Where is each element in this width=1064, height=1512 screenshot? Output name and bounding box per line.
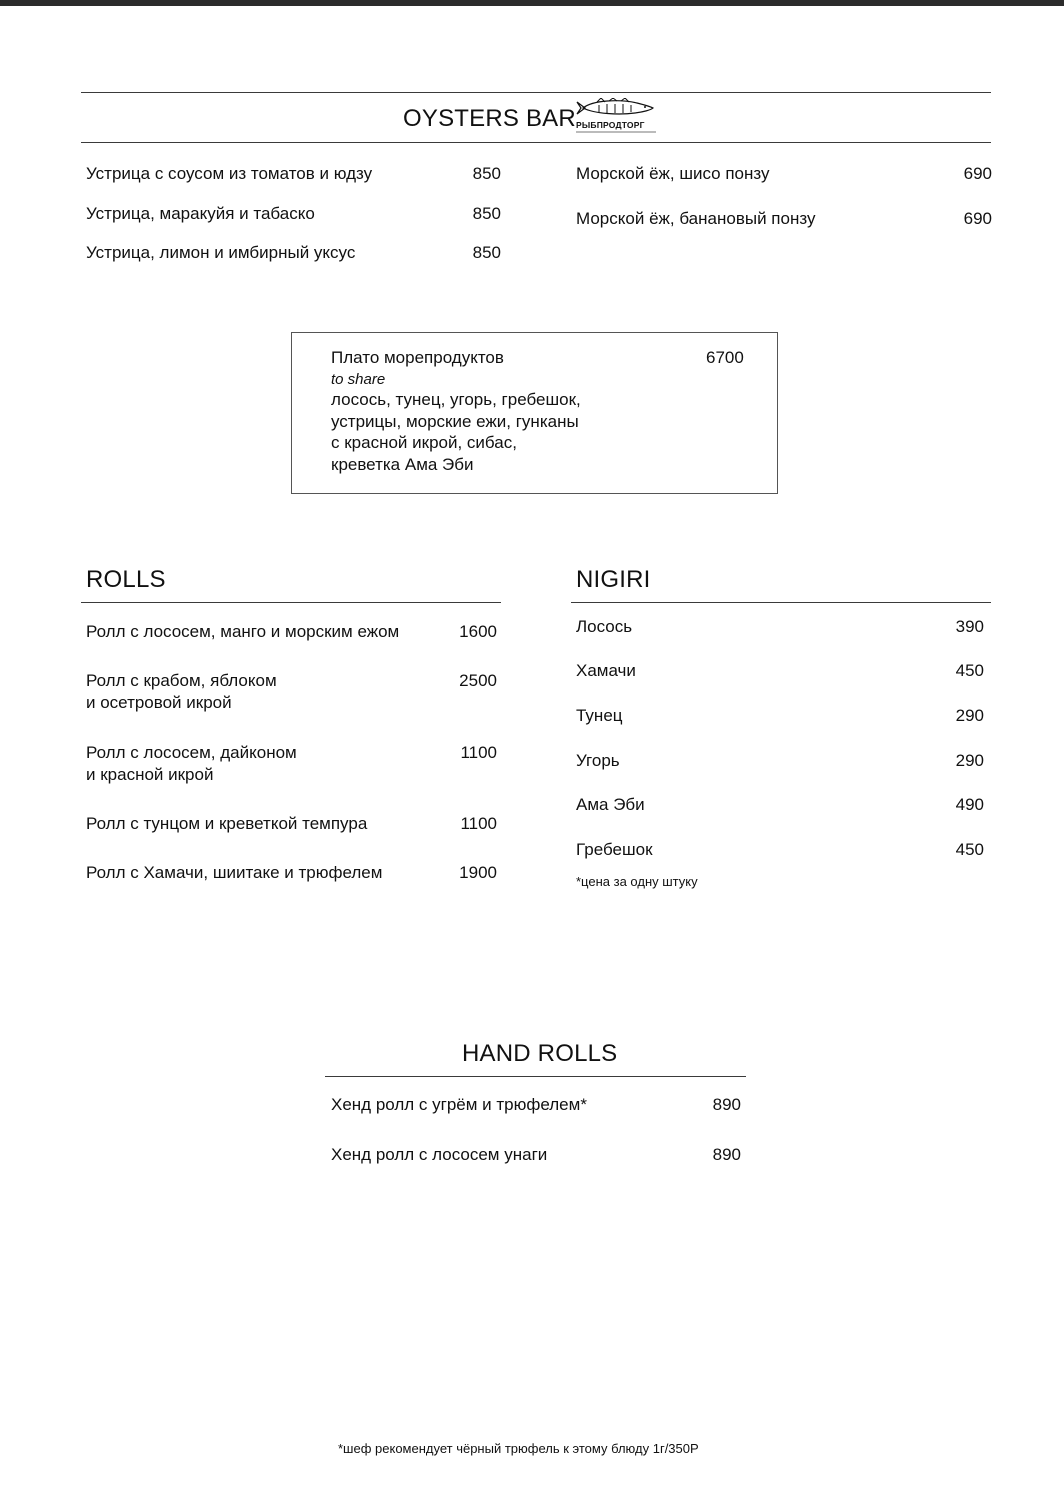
fish-icon [575,98,655,118]
footer-note: *шеф рекомендует чёрный трюфель к этому блюду 1г/350Р [338,1441,699,1456]
platter-price: 6700 [706,348,744,367]
item-name: Устрица, лимон и имбирный уксус [86,243,356,262]
item-name: Морской ёж, банановый понзу [576,209,816,228]
item-name: Устрица с соусом из томатов и юдзу [86,164,373,183]
oysters-top-rule [81,92,991,93]
oysters-title: OYSTERS BAR [403,105,576,132]
rybprodtorg-logo [575,98,665,138]
item-price: 890 [712,1145,741,1164]
item-name: Ролл с крабом, яблоком и осетровой икрой [86,671,277,712]
item-name: Ролл с лососем, манго и морским ежом [86,622,400,641]
item-name: Устрица, маракуйя и табаско [86,204,315,223]
item-price: 290 [955,706,984,725]
item-price: 1100 [460,814,497,833]
hand-rolls-rule [325,1076,746,1077]
oysters-bottom-rule [81,142,991,143]
platter-subtitle: to share [331,371,386,388]
item-name: Хенд ролл с лососем унаги [331,1145,548,1164]
rolls-rule [81,602,501,603]
item-price: 490 [955,795,984,814]
item-name: Хамачи [576,661,636,680]
seafood-platter-box [291,332,778,494]
hand-rolls-title: HAND ROLLS [462,1040,618,1067]
top-bar [0,0,1064,6]
item-price: 850 [472,164,501,183]
platter-name: Плато морепродуктов [331,348,504,367]
item-price: 890 [712,1095,741,1114]
nigiri-title: NIGIRI [576,566,651,593]
nigiri-rule [571,602,991,603]
item-name: Ролл с Хамачи, шиитаке и трюфелем [86,863,383,882]
item-price: 1600 [459,622,497,641]
item-price: 390 [955,617,984,636]
nigiri-note: *цена за одну штуку [576,874,698,889]
item-name: Угорь [576,751,620,770]
platter-description: лосось, тунец, угорь, гребешок, устрицы, морские ежи, гунканы с красной икрой, сибас, креветка Ама Эби [331,390,581,474]
item-name: Хенд ролл с угрём и трюфелем* [331,1095,587,1114]
item-price: 290 [955,751,984,770]
item-price: 850 [472,243,501,262]
item-name: Ама Эби [576,795,645,814]
item-price: 450 [955,840,984,859]
item-name: Лосось [576,617,633,636]
item-name: Ролл с тунцом и креветкой темпура [86,814,368,833]
item-price: 2500 [459,671,497,690]
rolls-title: ROLLS [86,566,166,593]
item-price: 690 [963,209,992,228]
item-price: 1900 [459,863,497,882]
item-price: 450 [955,661,984,680]
item-price: 1100 [460,743,497,762]
item-name: Морской ёж, шисо понзу [576,164,770,183]
item-name: Гребешок [576,840,653,859]
logo-tagline-mark [576,131,656,133]
logo-text: РЫБПРОДТОРГ [576,120,645,130]
item-price: 850 [472,204,501,223]
item-price: 690 [963,164,992,183]
item-name: Ролл с лососем, дайконом и красной икрой [86,743,297,784]
item-name: Тунец [576,706,623,725]
